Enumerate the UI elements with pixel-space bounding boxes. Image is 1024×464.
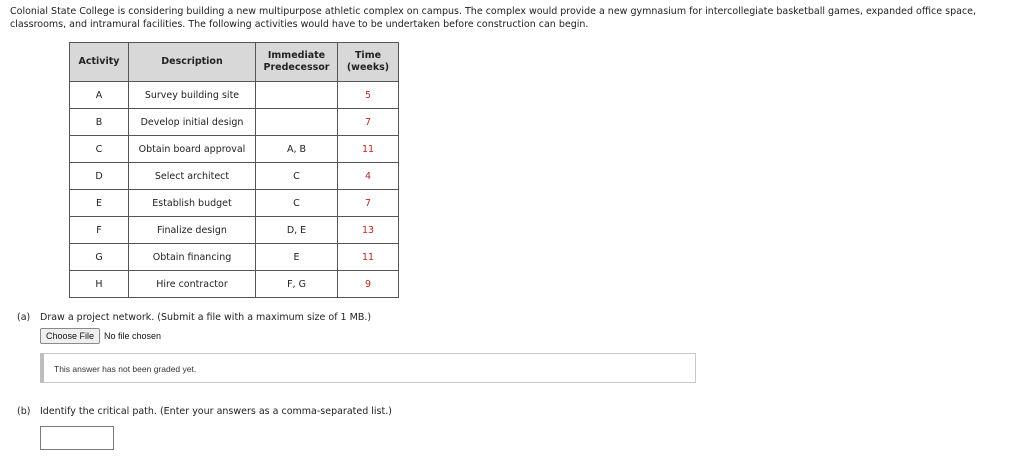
header-time: [338, 43, 399, 82]
part-b-label: (b): [17, 406, 31, 417]
table-row: [70, 244, 399, 271]
header-predecessor-line1: Immediate: [267, 50, 326, 61]
cell-predecessor: [256, 109, 338, 136]
cell-time: 9: [338, 271, 399, 298]
cell-predecessor: F, G: [256, 271, 338, 298]
cell-predecessor: E: [256, 244, 338, 271]
cell-activity: D: [70, 163, 129, 190]
part-a-label: (a): [17, 312, 31, 323]
header-time-line2: (weeks): [346, 62, 390, 73]
cell-activity: E: [70, 190, 129, 217]
table-row: [70, 136, 399, 163]
critical-path-input[interactable]: [40, 426, 114, 450]
cell-description: Obtain financing: [129, 244, 256, 271]
grading-status-box: This answer has not been graded yet.: [40, 353, 696, 383]
table-row: [70, 163, 399, 190]
table-row: [70, 217, 399, 244]
table-row: [70, 82, 399, 109]
table-row: [70, 271, 399, 298]
cell-time: 7: [338, 190, 399, 217]
problem-intro: Colonial State College is considering building a new multipurpose athletic complex on campus. The complex would provide a new gymnasium for intercollegiate basketball games, expanded office space, classrooms, and intramural facilities. The following activities would have to be undertaken before construction can begin.: [10, 6, 977, 30]
header-activity: Activity: [70, 43, 129, 82]
cell-time: 13: [338, 217, 399, 244]
activity-table: [69, 42, 399, 298]
cell-time: 5: [338, 82, 399, 109]
table-row: [70, 190, 399, 217]
cell-description: Hire contractor: [129, 271, 256, 298]
cell-activity: C: [70, 136, 129, 163]
cell-activity: A: [70, 82, 129, 109]
cell-description: Survey building site: [129, 82, 256, 109]
part-a-question: [17, 312, 371, 323]
table-row: [70, 109, 399, 136]
file-upload: [40, 328, 161, 344]
file-status: No file chosen: [104, 331, 162, 341]
header-time-line1: Time: [354, 50, 382, 61]
cell-predecessor: C: [256, 163, 338, 190]
cell-description: Establish budget: [129, 190, 256, 217]
cell-time: 11: [338, 244, 399, 271]
cell-predecessor: A, B: [256, 136, 338, 163]
header-predecessor-line2: Predecessor: [263, 62, 330, 73]
cell-description: Obtain board approval: [129, 136, 256, 163]
table-header-row: [70, 43, 399, 82]
cell-activity: B: [70, 109, 129, 136]
header-description: Description: [129, 43, 256, 82]
cell-description: Select architect: [129, 163, 256, 190]
cell-time: 7: [338, 109, 399, 136]
cell-description: Finalize design: [129, 217, 256, 244]
part-b-question: [17, 406, 392, 417]
cell-predecessor: D, E: [256, 217, 338, 244]
cell-activity: F: [70, 217, 129, 244]
cell-activity: G: [70, 244, 129, 271]
cell-predecessor: [256, 82, 338, 109]
cell-predecessor: C: [256, 190, 338, 217]
cell-description: Develop initial design: [129, 109, 256, 136]
cell-activity: H: [70, 271, 129, 298]
part-a-text: Draw a project network. (Submit a file with a maximum size of 1 MB.): [40, 312, 372, 323]
choose-file-button[interactable]: Choose File: [40, 328, 100, 344]
header-predecessor: [256, 43, 338, 82]
cell-time: 4: [338, 163, 399, 190]
cell-time: 11: [338, 136, 399, 163]
part-b-text: Identify the critical path. (Enter your answers as a comma-separated list.): [40, 406, 392, 417]
